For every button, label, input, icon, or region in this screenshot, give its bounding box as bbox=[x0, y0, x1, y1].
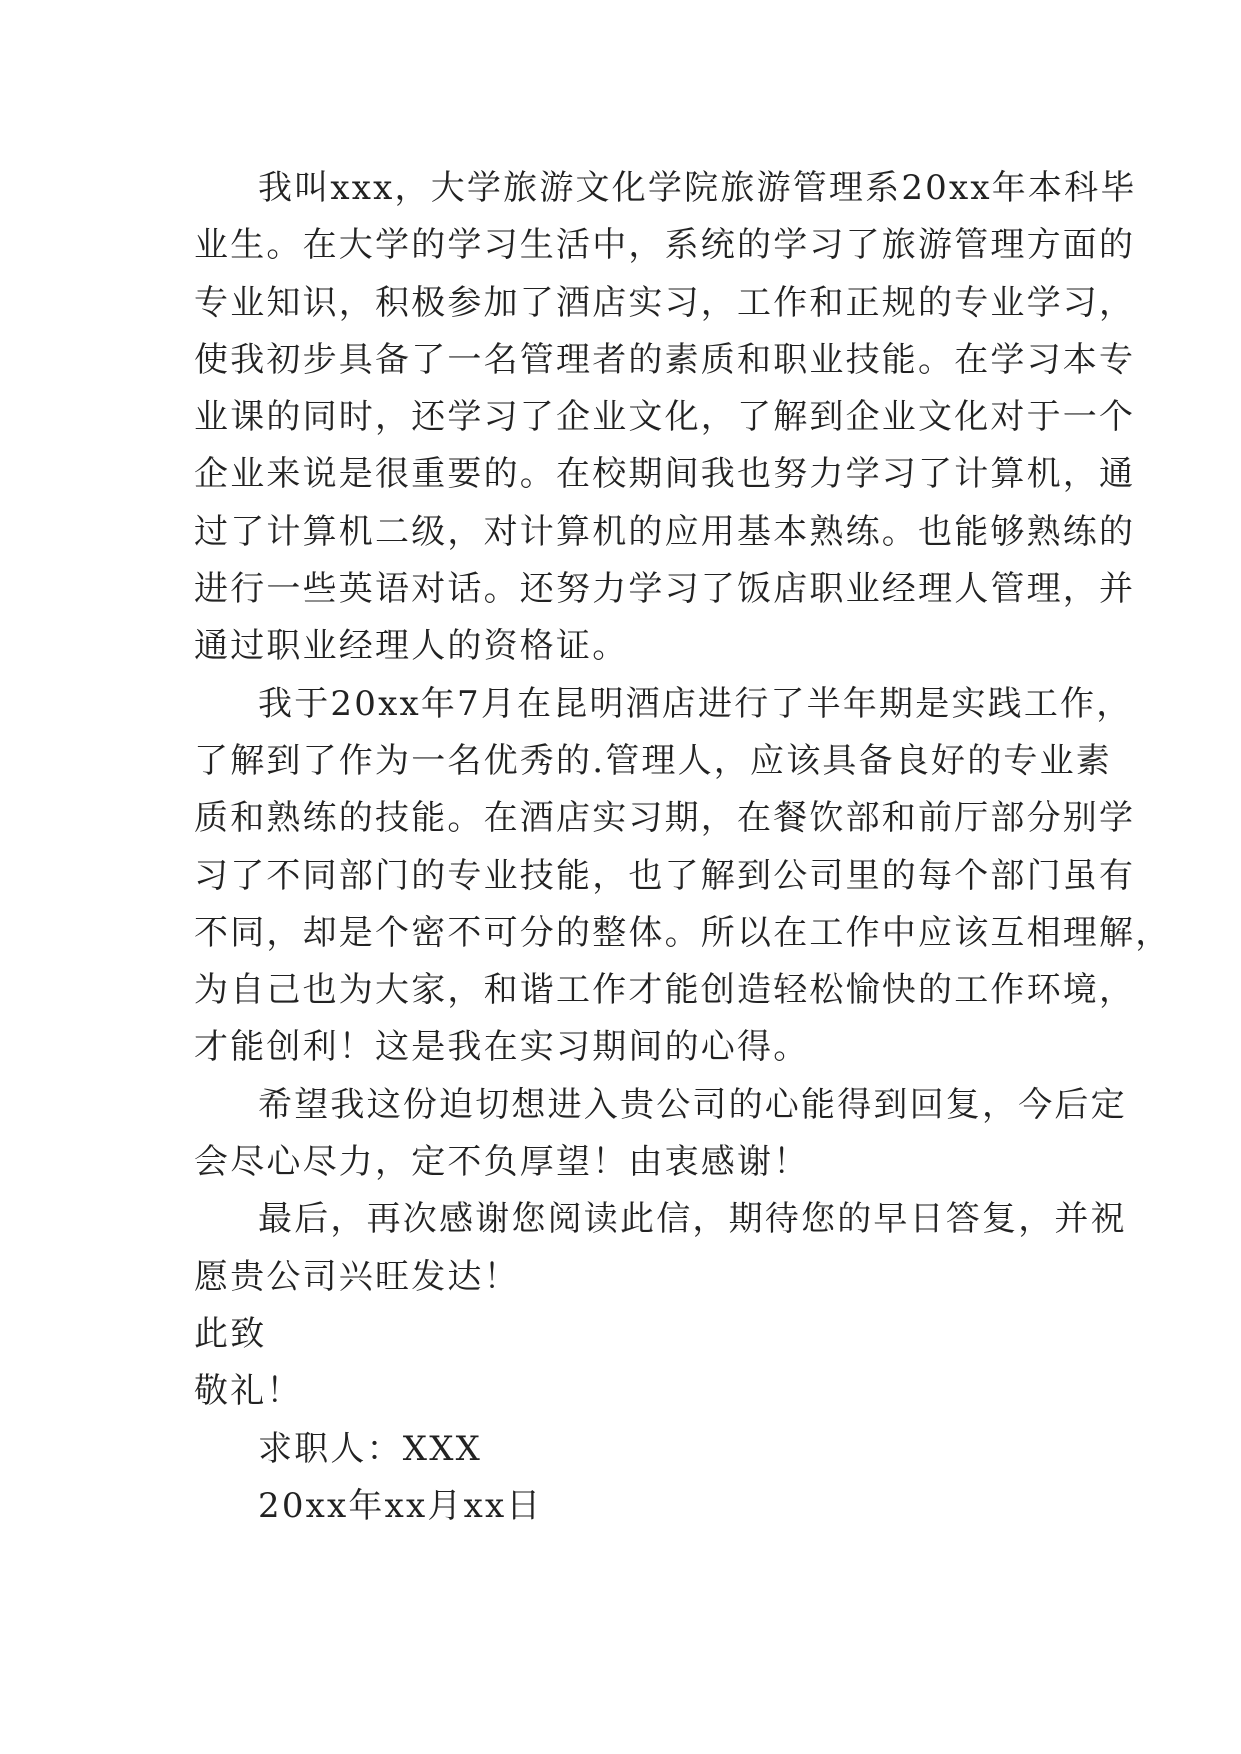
paragraph-2-line-7: 才能创利！这是我在实习期间的心得。 bbox=[194, 1027, 810, 1068]
letter-date: 20xx年xx月xx日 bbox=[258, 1485, 543, 1526]
paragraph-1-line-1: 我叫xxx，大学旅游文化学院旅游管理系20xx年本科毕 bbox=[258, 168, 1137, 208]
paragraph-4-line-1: 最后，再次感谢您阅读此信，期待您的早日答复，并祝 bbox=[258, 1199, 1127, 1240]
paragraph-1-line-8: 进行一些英语对话。还努力学习了饭店职业经理人管理，并 bbox=[194, 569, 1136, 610]
paragraph-1-line-5: 业课的同时，还学习了企业文化，了解到企业文化对于一个 bbox=[194, 397, 1136, 438]
paragraph-1-line-4: 使我初步具备了一名管理者的素质和职业技能。在学习本专 bbox=[194, 339, 1136, 380]
paragraph-1-line-7: 过了计算机二级，对计算机的应用基本熟练。也能够熟练的 bbox=[194, 511, 1136, 552]
paragraph-2-line-3: 质和熟练的技能。在酒店实习期，在餐饮部和前厅部分别学 bbox=[194, 798, 1136, 839]
paragraph-4-line-2: 愿贵公司兴旺发达！ bbox=[194, 1256, 520, 1297]
letter-body bbox=[194, 160, 1172, 1535]
paragraph-1-line-9: 通过职业经理人的资格证。 bbox=[194, 626, 629, 667]
paragraph-1-line-3: 专业知识，积极参加了酒店实习，工作和正规的专业学习， bbox=[194, 282, 1136, 323]
paragraph-2-line-6: 为自己也为大家，和谐工作才能创造轻松愉快的工作环境， bbox=[194, 970, 1136, 1011]
closing-salutation: 此致 bbox=[194, 1313, 267, 1354]
paragraph-1-line-2: 业生。在大学的学习生活中，系统的学习了旅游管理方面的 bbox=[194, 225, 1136, 266]
paragraph-3-line-1: 希望我这份迫切想进入贵公司的心能得到回复，今后定 bbox=[258, 1084, 1127, 1125]
paragraph-3-line-2: 会尽心尽力，定不负厚望！由衷感谢！ bbox=[194, 1142, 810, 1183]
paragraph-2-line-4: 习了不同部门的专业技能，也了解到公司里的每个部门虽有 bbox=[194, 855, 1136, 896]
paragraph-2-line-2: 了解到了作为一名优秀的.管理人，应该具备良好的专业素 bbox=[194, 740, 1113, 781]
paragraph-1-line-6: 企业来说是很重要的。在校期间我也努力学习了计算机，通 bbox=[194, 454, 1136, 495]
paragraph-2-line-1: 我于20xx年7月在昆明酒店进行了半年期是实践工作， bbox=[258, 683, 1133, 724]
signature: 求职人：XXX bbox=[258, 1428, 483, 1469]
paragraph-2-line-5: 不同，却是个密不可分的整体。所以在工作中应该互相理解， bbox=[194, 912, 1172, 953]
closing-regards: 敬礼！ bbox=[194, 1371, 303, 1412]
